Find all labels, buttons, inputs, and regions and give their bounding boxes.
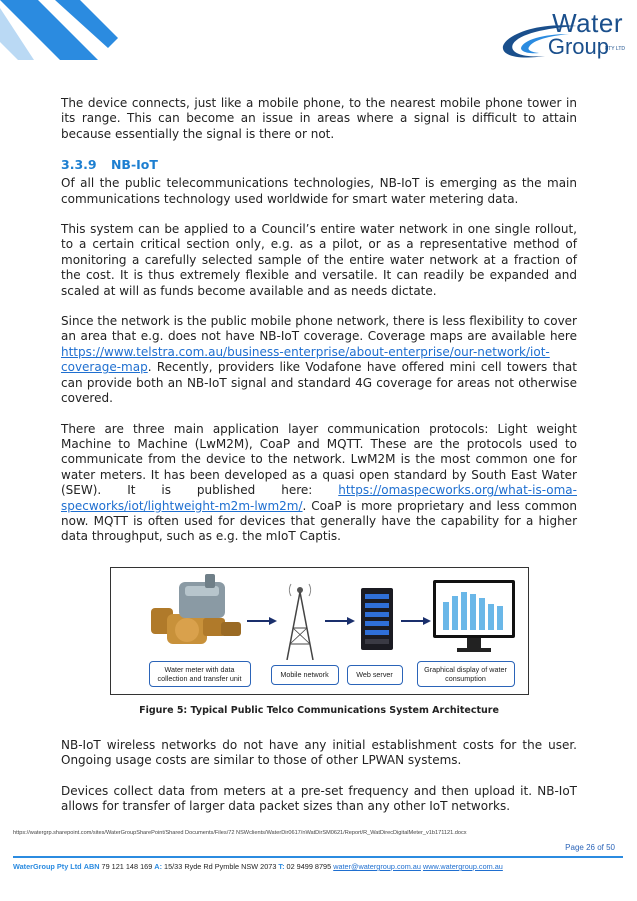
paragraph-7: Devices collect data from meters at a pre-set frequency and then upload it. NB-IoT allows for transfer of larger data packet sizes than any other IoT networks. xyxy=(61,783,577,813)
logo-text-water: Water xyxy=(552,8,623,38)
footer-address-key: A: xyxy=(154,862,162,871)
document-body xyxy=(61,96,577,829)
arrow-icon-2 xyxy=(325,616,355,626)
paragraph-6: NB-IoT wireless networks do not have any initial establishment costs for the user. Ongoing usage costs are similar to those of other LPWAN systems. xyxy=(61,737,577,768)
footer-document-path: https://watergrp.sharepoint.com/sites/WaterGroupSharePoint/Shared Documents/Files/72 NSWclients/WaterDir0617/nWatDirSM0621/Report/R_WatDirecDigitalMeter_v1b171121.docx xyxy=(13,830,467,836)
paragraph-2: Of all the public telecommunications technologies, NB-IoT is emerging as the main communications technology used worldwide for smart water metering data. xyxy=(61,176,577,206)
paragraph-3: This system can be applied to a Council’s entire water network in one single rollout, to a certain critical section only, e.g. as a pilot, or as a representative method of monitoring a carefully selected sample of the entire water network at a fraction of the cost. It is thus extremely flexible and versatile. It can readily be expanded and scaled at will as funds become available and as needs dictate. xyxy=(61,222,577,298)
logo-text-group: Group xyxy=(547,34,609,59)
footer-divider xyxy=(13,856,623,858)
header-stripes xyxy=(0,0,170,60)
footer-contact xyxy=(13,862,503,871)
label-web-server: Web server xyxy=(347,665,403,685)
paragraph-4 xyxy=(61,314,577,406)
footer-email-link[interactable]: water@watergroup.com.au xyxy=(333,862,421,871)
label-graphical-display: Graphical display of water consumption xyxy=(417,661,515,687)
footer-brand: WaterGroup Pty Ltd xyxy=(13,862,82,871)
oma-lwm2m-link[interactable]: https://omaspecworks.org/what-is-oma-specworks/iot/lightweight-m2m-lwm2m/ xyxy=(61,483,577,513)
paragraph-5 xyxy=(61,422,577,545)
telstra-coverage-link[interactable]: https://www.telstra.com.au/business-enterprise/about-enterprise/our-network/iot-coverage-map xyxy=(61,344,550,375)
section-heading xyxy=(61,157,577,172)
web-server-icon xyxy=(357,586,397,654)
p4-text-before: Since the network is the public mobile phone network, there is less flexibility to cover an area that e.g. does not have NB-IoT coverage. Coverage maps are available here xyxy=(61,314,577,344)
architecture-figure xyxy=(110,567,529,695)
watergroup-logo xyxy=(499,6,629,64)
logo-text-ptyltd: PTY LTD xyxy=(604,46,625,52)
paragraph-1: The device connects, just like a mobile phone, to the nearest mobile phone tower in its range. This can become an issue in areas where a signal is difficult to attain because essentially the signal is there or not. xyxy=(61,96,577,141)
label-mobile-network: Mobile network xyxy=(271,665,339,685)
footer-abn-key: ABN xyxy=(83,862,100,871)
p4-text-after: . Recently, providers like Vodafone have offered mini cell towers that can provide both an NB-IoT signal and standard 4G coverage for areas not otherwise covered. xyxy=(61,360,577,406)
arrow-icon-1 xyxy=(247,616,277,626)
arrow-icon-3 xyxy=(401,616,431,626)
footer-phone-key: T: xyxy=(278,862,285,871)
footer-abn: 79 121 148 169 xyxy=(101,862,153,871)
page-number: Page 26 of 50 xyxy=(565,843,615,852)
footer-website-link[interactable]: www.watergroup.com.au xyxy=(422,862,503,871)
footer-phone: 02 9499 8795 xyxy=(286,862,332,871)
section-title: NB-IoT xyxy=(110,157,158,173)
p5-text-after: . CoaP is more proprietary and less common now. MQTT is often used for devices that generally have the capability for a higher data throughput, such as e.g. the mIoT Captis. xyxy=(61,498,577,544)
water-meter-icon xyxy=(149,574,245,656)
monitor-chart-icon xyxy=(431,578,517,658)
cell-tower-icon xyxy=(279,580,321,660)
section-number: 3.3.9 xyxy=(61,157,97,173)
p5-text-before: There are three main application layer communication protocols: Light weight Machine to Machine (LwM2M), CoaP and MQTT. These are the protocols used to communicate from the device to the network. LwM2M is the most common one for water meters. It has been developed as a quasi open standard by South East Water (SEW). It is published here: xyxy=(61,421,577,498)
label-water-meter: Water meter with data collection and transfer unit xyxy=(149,661,251,687)
footer-address: 15/33 Ryde Rd Pymble NSW 2073 xyxy=(164,862,277,871)
figure-caption: Figure 5: Typical Public Telco Communications System Architecture xyxy=(139,704,499,716)
